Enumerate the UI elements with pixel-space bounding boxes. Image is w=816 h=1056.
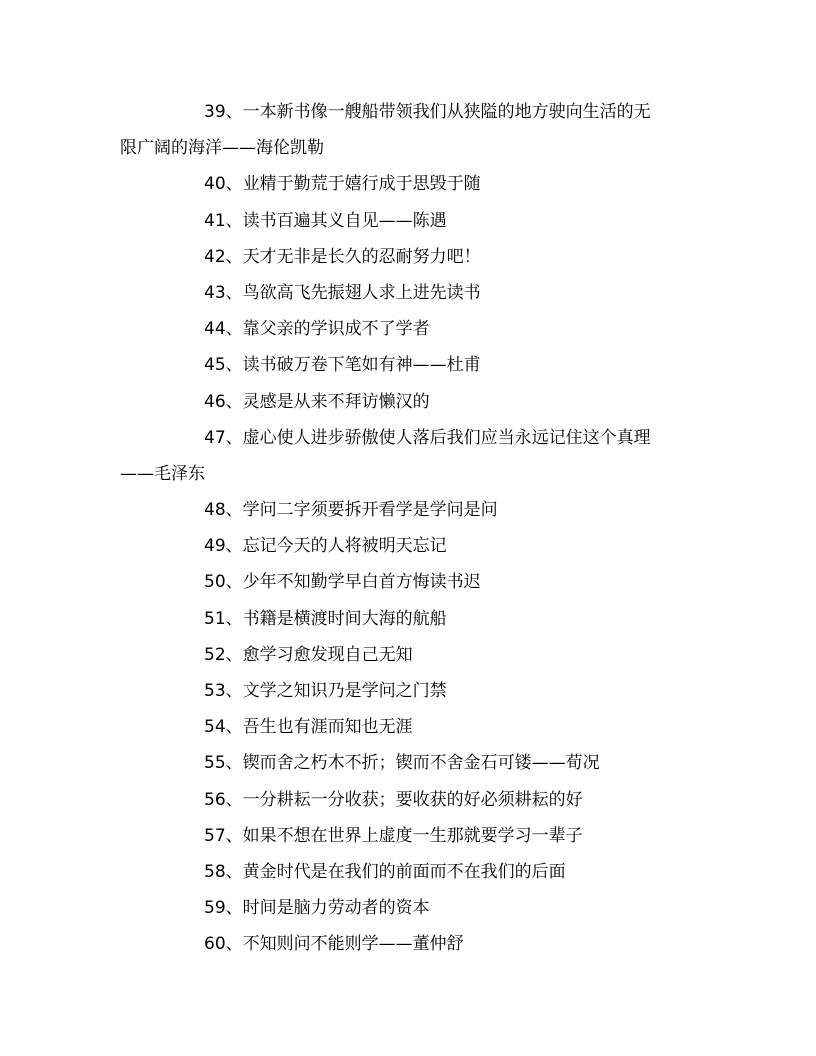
quote-item [120,782,700,818]
quote-item [120,347,700,383]
quote-item [120,166,700,202]
quote-item [120,673,700,709]
quote-item [120,564,700,600]
quote-text: 41、读书百遍其义自见——陈遇 [204,210,447,231]
quote-item [120,926,700,962]
quote-text: 52、愈学习愈发现自己无知 [204,644,413,665]
quote-text: 44、靠父亲的学识成不了学者 [204,319,430,340]
quote-text: 60、不知则问不能则学——董仲舒 [204,934,464,955]
quote-text: 45、读书破万卷下笔如有神——杜甫 [204,355,481,376]
quote-item [120,709,700,745]
quote-item [120,854,700,890]
quote-text: 46、灵感是从来不拜访懒汉的 [204,391,430,412]
quote-item [120,745,700,781]
quote-text: 58、黄金时代是在我们的前面而不在我们的后面 [204,861,566,882]
quote-list [120,94,700,963]
quote-item [120,890,700,926]
quote-item [120,818,700,854]
quote-item [120,239,700,275]
quote-text: 53、文学之知识乃是学问之门禁 [204,681,447,701]
quote-continuation: 限广阔的海洋——海伦凯勒 [120,138,324,159]
quote-text: 57、如果不想在世界上虚度一生那就要学习一辈子 [204,825,583,846]
quote-item [120,203,700,239]
quote-item [120,528,700,564]
quote-item [120,492,700,528]
quote-text: 49、忘记今天的人将被明天忘记 [204,536,447,557]
quote-text: 50、少年不知勤学早白首方悔读书迟 [204,572,481,593]
quote-text: 47、虚心使人进步骄傲使人落后我们应当永远记住这个真理 [204,427,651,448]
quote-item [120,384,700,420]
quote-text: 51、书籍是横渡时间大海的航船 [204,608,447,629]
quote-text: 56、一分耕耘一分收获；要收获的好必须耕耘的好 [204,789,583,810]
quote-text: 59、时间是脑力劳动者的资本 [204,898,430,919]
quote-item [120,601,700,637]
quote-item [120,311,700,347]
quote-item [120,275,700,311]
quote-text: 48、学问二字须要拆开看学是学问是问 [204,500,498,521]
quote-text: 54、吾生也有涯而知也无涯 [204,717,413,738]
quote-text: 43、鸟欲高飞先振翅人求上进先读书 [204,282,481,303]
quote-text: 42、天才无非是长久的忍耐努力吧！ [204,246,481,267]
quote-item [120,637,700,673]
quote-item [120,420,700,492]
quote-text: 40、业精于勤荒于嬉行成于思毁于随 [204,174,481,195]
quote-text: 55、锲而舍之朽木不折；锲而不舍金石可镂——荀况 [204,753,600,774]
quote-item [120,94,700,166]
quote-continuation: ——毛泽东 [120,463,205,484]
quote-text: 39、一本新书像一艘船带领我们从狭隘的地方驶向生活的无 [204,102,651,122]
